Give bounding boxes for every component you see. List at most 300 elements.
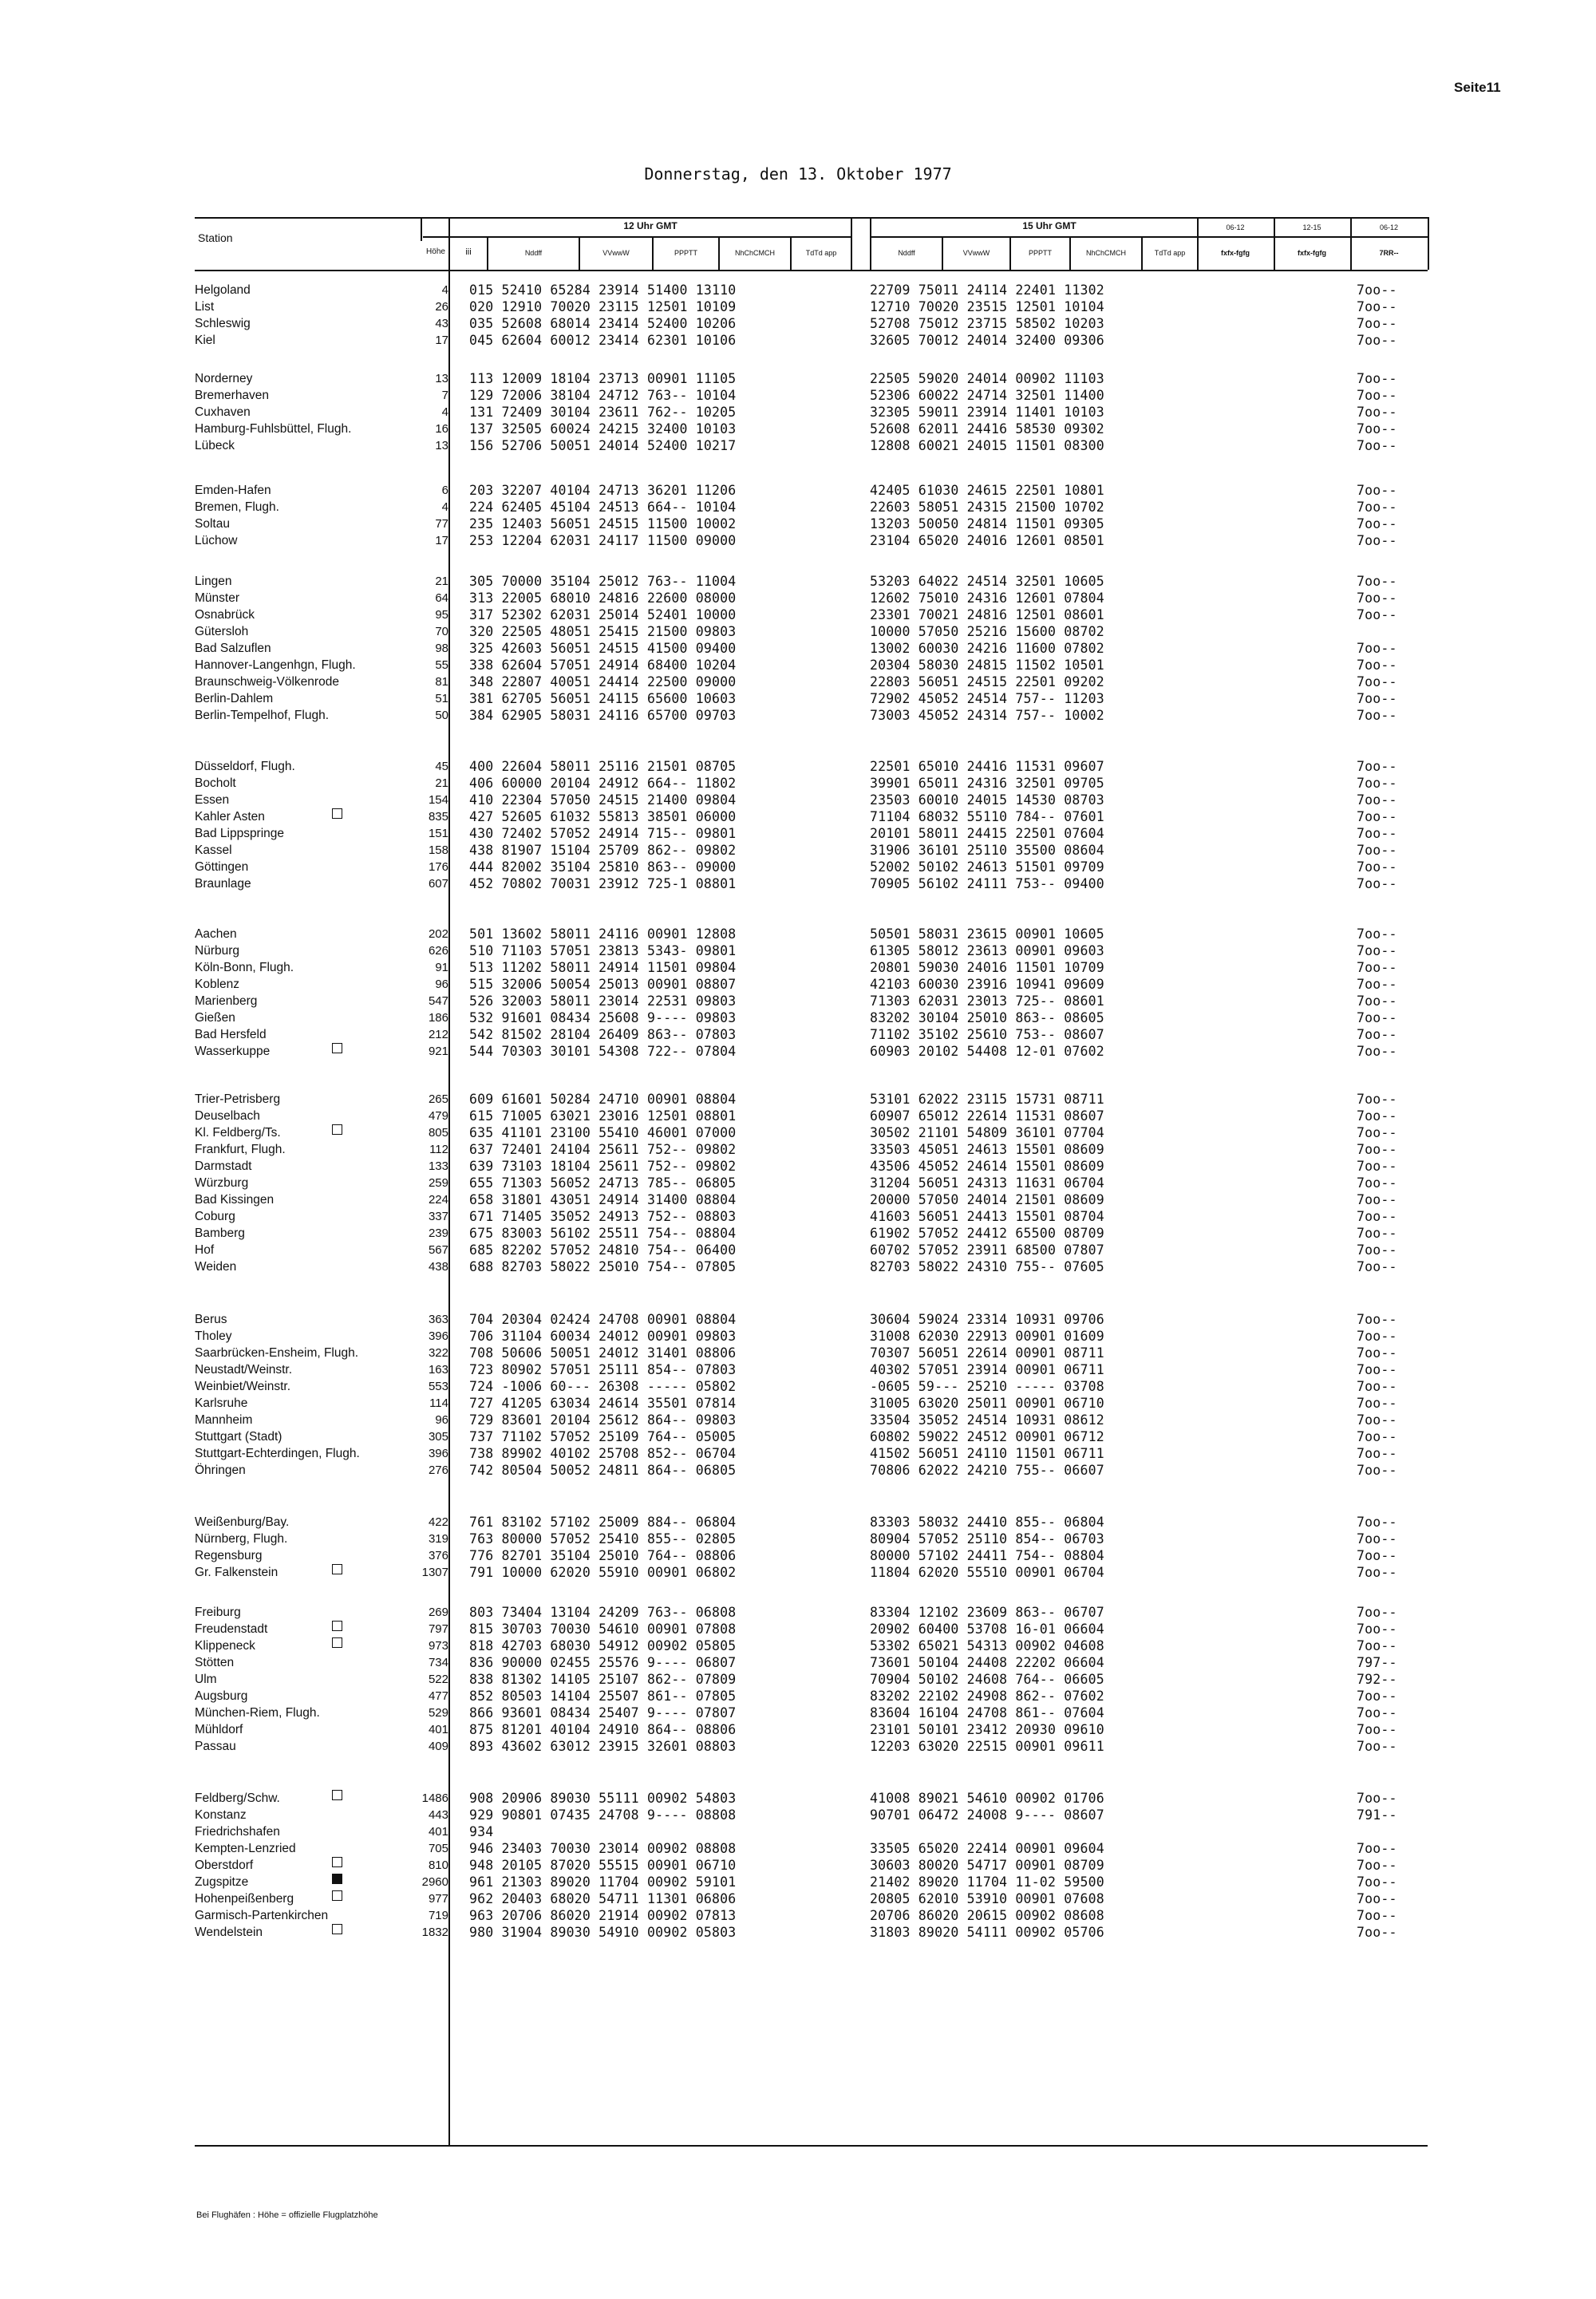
station-name: Bad Hersfeld (195, 1028, 267, 1041)
precip-code: 7oo-- (1357, 658, 1397, 673)
precip-code: 7oo-- (1357, 1531, 1397, 1546)
station-marker-box (332, 1564, 342, 1574)
precip-code: 7oo-- (1357, 1345, 1397, 1361)
station-name: Feldberg/Schw. (195, 1791, 280, 1805)
obs-12-gmt: 724 -1006 60--- 26308 ----- 05802 (469, 1379, 737, 1394)
station-height: 13 (435, 372, 448, 385)
station-name: Kl. Feldberg/Ts. (195, 1126, 281, 1140)
precip-code: 7oo-- (1357, 876, 1397, 891)
station-height: 337 (428, 1210, 448, 1223)
station-height: 114 (429, 1396, 448, 1410)
station-name: Berlin-Tempelhof, Flugh. (195, 709, 329, 722)
station-height: 6 (441, 484, 448, 497)
precip-code: 7oo-- (1357, 299, 1397, 314)
station-name: Wendelstein (195, 1926, 263, 1939)
station-name: Koblenz (195, 978, 240, 991)
obs-12-gmt: 137 32505 60024 24215 32400 10103 (469, 421, 737, 436)
precip-code: 7oo-- (1357, 843, 1397, 858)
table-row (0, 1924, 1596, 1941)
table-row (0, 1604, 1596, 1621)
table-row (0, 1328, 1596, 1345)
obs-12-gmt: 544 70303 30101 54308 722-- 07804 (469, 1044, 737, 1059)
station-height: 21 (435, 776, 448, 790)
precip-code: 7oo-- (1357, 1446, 1397, 1461)
station-height: 4 (441, 500, 448, 514)
col-12-tdtd: TdTd app (805, 249, 837, 257)
precip-code: 7oo-- (1357, 1226, 1397, 1241)
precip-code: 7oo-- (1357, 483, 1397, 498)
precip-code: 7oo-- (1357, 1791, 1397, 1806)
station-name: Münster (195, 591, 239, 605)
obs-12-gmt: 908 20906 89030 55111 00902 54803 (469, 1791, 737, 1806)
table-row (0, 590, 1596, 606)
obs-15-gmt: 12602 75010 24316 12601 07804 (870, 591, 1104, 606)
obs-12-gmt: 381 62705 56051 24115 65600 10603 (469, 691, 737, 706)
table-row (0, 1738, 1596, 1755)
station-height: 4 (441, 283, 448, 297)
obs-12-gmt: 948 20105 87020 55515 00901 06710 (469, 1858, 737, 1873)
station-height: 567 (428, 1243, 448, 1257)
obs-15-gmt: 73601 50104 24408 22202 06604 (870, 1655, 1104, 1670)
table-row (0, 1823, 1596, 1840)
precip-code: 7oo-- (1357, 316, 1397, 331)
obs-15-gmt: 52608 62011 24416 58530 09302 (870, 421, 1104, 436)
station-height: 176 (428, 860, 448, 874)
station-name: Nürnberg, Flugh. (195, 1532, 288, 1546)
station-name: Öhringen (195, 1464, 246, 1477)
table-row (0, 674, 1596, 690)
station-height: 276 (428, 1464, 448, 1477)
page-number: Seite11 (1454, 80, 1501, 95)
station-name: Regensburg (195, 1549, 263, 1562)
precip-code: 7oo-- (1357, 859, 1397, 875)
range-06-12-rr: 06-12 (1379, 223, 1399, 231)
obs-12-gmt: 776 82701 35104 25010 764-- 08806 (469, 1548, 737, 1563)
table-row (0, 1395, 1596, 1412)
station-group (0, 1604, 1596, 1755)
station-height: 363 (428, 1313, 448, 1326)
table-row (0, 842, 1596, 859)
station-height: 16 (435, 422, 448, 436)
obs-15-gmt: 40302 57051 23914 00901 06711 (870, 1362, 1104, 1377)
table-row (0, 1807, 1596, 1823)
obs-12-gmt: 836 90000 02455 25576 9---- 06807 (469, 1655, 737, 1670)
station-marker-box (332, 1043, 342, 1053)
precip-code: 7oo-- (1357, 1638, 1397, 1653)
station-height: 396 (428, 1447, 448, 1460)
col-12-vvwww: VVwwW (602, 249, 630, 257)
precip-code: 7oo-- (1357, 1175, 1397, 1191)
precip-code: 7oo-- (1357, 1515, 1397, 1530)
obs-15-gmt: 31008 62030 22913 00901 01609 (870, 1329, 1104, 1344)
range-06-12: 06-12 (1226, 223, 1245, 231)
obs-15-gmt: 50501 58031 23615 00901 10605 (870, 926, 1104, 942)
station-height: 1832 (421, 1926, 448, 1939)
station-name: Kahler Asten (195, 810, 265, 824)
v-line (1428, 217, 1429, 270)
obs-15-gmt: 23101 50101 23412 20930 09610 (870, 1722, 1104, 1737)
station-name: Freiburg (195, 1606, 241, 1619)
header-mid-line-ranges (1197, 236, 1428, 238)
station-height: 202 (428, 927, 448, 941)
obs-15-gmt: 20000 57050 24014 21501 08609 (870, 1192, 1104, 1207)
table-row (0, 825, 1596, 842)
obs-15-gmt: 41008 89021 54610 00902 01706 (870, 1791, 1104, 1806)
table-row (0, 1671, 1596, 1688)
obs-15-gmt: 61305 58012 23613 00901 09603 (870, 943, 1104, 958)
station-name: Nürburg (195, 944, 239, 958)
station-height: 553 (428, 1380, 448, 1393)
station-marker-box (332, 1790, 342, 1800)
obs-12-gmt: 675 83003 56102 25511 754-- 08804 (469, 1226, 737, 1241)
obs-12-gmt: 963 20706 86020 21914 00902 07813 (469, 1908, 737, 1923)
table-row (0, 859, 1596, 875)
obs-12-gmt: 526 32003 58011 23014 22531 09803 (469, 993, 737, 1009)
station-height: 259 (428, 1176, 448, 1190)
table-row (0, 808, 1596, 825)
station-height: 51 (435, 692, 448, 705)
station-height: 45 (435, 760, 448, 773)
table-row (0, 690, 1596, 707)
precip-code: 7oo-- (1357, 1010, 1397, 1025)
obs-15-gmt: 30604 59024 23314 10931 09706 (870, 1312, 1104, 1327)
station-height: 17 (435, 334, 448, 347)
obs-12-gmt: 452 70802 70031 23912 725-1 08801 (469, 876, 737, 891)
station-height: 477 (428, 1689, 448, 1703)
station-name: Oberstdorf (195, 1859, 254, 1872)
station-height: 810 (428, 1859, 448, 1872)
v-line (421, 217, 422, 241)
station-name: Schleswig (195, 317, 251, 330)
station-name: Mühldorf (195, 1723, 243, 1736)
obs-12-gmt: 615 71005 63021 23016 12501 08801 (469, 1108, 737, 1124)
table-row (0, 573, 1596, 590)
station-name: Ulm (195, 1673, 217, 1686)
station-name: Lingen (195, 575, 232, 588)
obs-15-gmt: 12808 60021 24015 11501 08300 (870, 438, 1104, 453)
table-row (0, 1857, 1596, 1874)
obs-15-gmt: 33504 35052 24514 10931 08612 (870, 1412, 1104, 1428)
obs-15-gmt: 33503 45051 24613 15501 08609 (870, 1142, 1104, 1157)
station-name: Hannover-Langenhgn, Flugh. (195, 658, 356, 672)
station-height: 26 (435, 300, 448, 314)
obs-12-gmt: 515 32006 50054 25013 00901 08807 (469, 977, 737, 992)
station-name: Hohenpeißenberg (195, 1892, 294, 1906)
station-name: Garmisch-Partenkirchen (195, 1909, 329, 1922)
table-row (0, 1158, 1596, 1175)
table-row (0, 1688, 1596, 1704)
precip-code: 7oo-- (1357, 1396, 1397, 1411)
obs-15-gmt: 83202 22102 24908 862-- 07602 (870, 1689, 1104, 1704)
precip-code: 7oo-- (1357, 1379, 1397, 1394)
obs-15-gmt: 71104 68032 55110 784-- 07601 (870, 809, 1104, 824)
obs-15-gmt: 20805 62010 53910 00901 07608 (870, 1891, 1104, 1906)
station-height: 98 (435, 642, 448, 655)
obs-15-gmt: 21402 89020 11704 11-02 59500 (870, 1874, 1104, 1890)
station-height: 1307 (421, 1566, 448, 1579)
station-height: 1486 (421, 1791, 448, 1805)
obs-15-gmt: 31906 36101 25110 35500 08604 (870, 843, 1104, 858)
station-marker-box (332, 1890, 342, 1901)
precip-code: 7oo-- (1357, 1429, 1397, 1444)
station-name: Marienberg (195, 994, 258, 1008)
obs-12-gmt: 113 12009 18104 23713 00901 11105 (469, 371, 737, 386)
station-group (0, 370, 1596, 454)
table-row (0, 1124, 1596, 1141)
precip-code: 7oo-- (1357, 1108, 1397, 1124)
precip-code: 7oo-- (1357, 388, 1397, 403)
station-name: Bad Kissingen (195, 1193, 275, 1207)
station-name: Köln-Bonn, Flugh. (195, 961, 294, 974)
station-height: 96 (435, 978, 448, 991)
station-name: Frankfurt, Flugh. (195, 1143, 286, 1156)
obs-12-gmt: 875 81201 40104 24910 864-- 08806 (469, 1722, 737, 1737)
obs-12-gmt: 688 82703 58022 25010 754-- 07805 (469, 1259, 737, 1274)
obs-15-gmt: 70905 56102 24111 753-- 09400 (870, 876, 1104, 891)
obs-15-gmt: 60802 59022 24512 00901 06712 (870, 1429, 1104, 1444)
obs-12-gmt: 035 52608 68014 23414 52400 10206 (469, 316, 737, 331)
station-name: Gießen (195, 1011, 235, 1025)
station-name: Göttingen (195, 860, 249, 874)
station-height: 409 (428, 1740, 448, 1753)
station-height: 805 (428, 1126, 448, 1140)
station-height: 265 (428, 1092, 448, 1106)
obs-12-gmt: 427 52605 61032 55813 38501 06000 (469, 809, 737, 824)
obs-15-gmt: 52002 50102 24613 51501 09709 (870, 859, 1104, 875)
table-row (0, 1721, 1596, 1738)
col-12-clouds: NhChCMCH (734, 249, 775, 257)
gust-2: fxfx-fgfg (1298, 249, 1326, 257)
obs-15-gmt: 22603 58051 24315 21500 10702 (870, 500, 1104, 515)
table-row (0, 1547, 1596, 1564)
table-row (0, 404, 1596, 421)
obs-15-gmt: 22505 59020 24014 00902 11103 (870, 371, 1104, 386)
station-name: Darmstadt (195, 1159, 252, 1173)
obs-12-gmt: 317 52302 62031 25014 52401 10000 (469, 607, 737, 622)
station-name: Aachen (195, 927, 237, 941)
station-height: 13 (435, 439, 448, 452)
obs-12-gmt: 430 72402 57052 24914 715-- 09801 (469, 826, 737, 841)
station-height: 70 (435, 625, 448, 638)
station-group (0, 1311, 1596, 1479)
obs-15-gmt: 12710 70020 23515 12501 10104 (870, 299, 1104, 314)
station-height: 77 (435, 517, 448, 531)
station-height: 158 (428, 843, 448, 857)
station-name: Kiel (195, 334, 215, 347)
precip-code: 7oo-- (1357, 691, 1397, 706)
obs-12-gmt: 313 22005 68010 24816 22600 08000 (469, 591, 737, 606)
station-name: Würzburg (195, 1176, 249, 1190)
table-row (0, 775, 1596, 792)
station-name: Stuttgart (Stadt) (195, 1430, 282, 1444)
obs-12-gmt: 444 82002 35104 25810 863-- 09000 (469, 859, 737, 875)
table-row (0, 315, 1596, 332)
table-row (0, 1564, 1596, 1581)
station-height: 154 (428, 793, 448, 807)
station-height: 529 (428, 1706, 448, 1720)
obs-15-gmt: 23104 65020 24016 12601 08501 (870, 533, 1104, 548)
col-15-nddff: Nddff (898, 249, 915, 257)
station-name: Cuxhaven (195, 405, 251, 419)
station-height: 212 (428, 1028, 448, 1041)
obs-12-gmt: 639 73103 18104 25611 752-- 09802 (469, 1159, 737, 1174)
precip-code: 7oo-- (1357, 674, 1397, 689)
station-height: 705 (428, 1842, 448, 1855)
obs-12-gmt: 015 52410 65284 23914 51400 13110 (469, 282, 737, 298)
table-row (0, 1704, 1596, 1721)
obs-12-gmt: 685 82202 57052 24810 754-- 06400 (469, 1242, 737, 1258)
date-line: Donnerstag, den 13. Oktober 1977 (644, 164, 952, 184)
station-height: 376 (428, 1549, 448, 1562)
precip-code: 7oo-- (1357, 333, 1397, 348)
station-height: 96 (435, 1413, 448, 1427)
table-row (0, 640, 1596, 657)
precip-code: 7oo-- (1357, 1209, 1397, 1224)
obs-12-gmt: 671 71405 35052 24913 752-- 08803 (469, 1209, 737, 1224)
header-hoehe: Höhe (426, 247, 445, 256)
station-height: 21 (435, 575, 448, 588)
station-name: Tholey (195, 1329, 232, 1343)
obs-12-gmt: 348 22807 40051 24414 22500 09000 (469, 674, 737, 689)
col-15-ppptt: PPPTT (1028, 249, 1052, 257)
table-row (0, 657, 1596, 674)
precip-code: 792-- (1357, 1672, 1397, 1687)
station-height: 422 (428, 1515, 448, 1529)
precip-code: 7oo-- (1357, 1463, 1397, 1478)
precip-code: 7oo-- (1357, 371, 1397, 386)
table-row (0, 606, 1596, 623)
station-height: 81 (435, 675, 448, 689)
obs-15-gmt: 20902 60400 53708 16-01 06604 (870, 1622, 1104, 1637)
col-15-vvwww: VVwwW (962, 249, 990, 257)
station-height: 64 (435, 591, 448, 605)
table-row (0, 1874, 1596, 1890)
header-station: Station (198, 231, 233, 244)
obs-12-gmt: 706 31104 60034 24012 00901 09803 (469, 1329, 737, 1344)
obs-12-gmt: 962 20403 68020 54711 11301 06806 (469, 1891, 737, 1906)
precip-code: 7oo-- (1357, 960, 1397, 975)
station-marker-box (332, 1924, 342, 1934)
station-height: 522 (428, 1673, 448, 1686)
station-height: 112 (429, 1143, 448, 1156)
obs-15-gmt: 32605 70012 24014 32400 09306 (870, 333, 1104, 348)
obs-12-gmt: 406 60000 20104 24912 664-- 11802 (469, 776, 737, 791)
station-height: 921 (428, 1045, 448, 1058)
station-group (0, 926, 1596, 1060)
station-name: Bad Salzuflen (195, 642, 271, 655)
precip-code: 791-- (1357, 1807, 1397, 1823)
obs-15-gmt: 23301 70021 24816 12501 08601 (870, 607, 1104, 622)
obs-12-gmt: 704 20304 02424 24708 00901 08804 (469, 1312, 737, 1327)
obs-15-gmt: 53302 65021 54313 00902 04608 (870, 1638, 1104, 1653)
obs-12-gmt: 384 62905 58031 24116 65700 09703 (469, 708, 737, 723)
table-row (0, 1009, 1596, 1026)
station-name: Friedrichshafen (195, 1825, 280, 1839)
precip-code: 7oo-- (1357, 1312, 1397, 1327)
obs-12-gmt: 224 62405 45104 24513 664-- 10104 (469, 500, 737, 515)
obs-12-gmt: 961 21303 89020 11704 00902 59101 (469, 1874, 737, 1890)
table-row (0, 959, 1596, 976)
obs-12-gmt: 815 30703 70030 54610 00901 07808 (469, 1622, 737, 1637)
obs-15-gmt: 12203 63020 22515 00901 09611 (870, 1739, 1104, 1754)
precip-code: 7oo-- (1357, 1874, 1397, 1890)
obs-15-gmt: 80000 57102 24411 754-- 08804 (870, 1548, 1104, 1563)
obs-15-gmt: 80904 57052 25110 854-- 06703 (870, 1531, 1104, 1546)
obs-12-gmt: 020 12910 70020 23115 12501 10109 (469, 299, 737, 314)
obs-12-gmt: 929 90801 07435 24708 9---- 08808 (469, 1807, 737, 1823)
obs-15-gmt: 83604 16104 24708 861-- 07604 (870, 1705, 1104, 1720)
obs-12-gmt: 655 71303 56052 24713 785-- 06805 (469, 1175, 737, 1191)
station-name: Soltau (195, 517, 230, 531)
station-name: Norderney (195, 372, 253, 385)
station-height: 91 (435, 961, 448, 974)
header-bottom-line (195, 270, 1428, 271)
precip-code: 7oo-- (1357, 641, 1397, 656)
precip-code: 7oo-- (1357, 516, 1397, 531)
precip-code: 7oo-- (1357, 759, 1397, 774)
obs-15-gmt: 41502 56051 24110 11501 06711 (870, 1446, 1104, 1461)
station-height: 305 (428, 1430, 448, 1444)
obs-12-gmt: 761 83102 57102 25009 884-- 06804 (469, 1515, 737, 1530)
station-name: Weißenburg/Bay. (195, 1515, 290, 1529)
table-row (0, 421, 1596, 437)
obs-12-gmt: 635 41101 23100 55410 46001 07000 (469, 1125, 737, 1140)
obs-12-gmt: 791 10000 62020 55910 00901 06802 (469, 1565, 737, 1580)
station-name: Berlin-Dahlem (195, 692, 274, 705)
obs-15-gmt: 61902 57052 24412 65500 08709 (870, 1226, 1104, 1241)
table-row (0, 1108, 1596, 1124)
obs-12-gmt: 803 73404 13104 24209 763-- 06808 (469, 1605, 737, 1620)
station-height: 50 (435, 709, 448, 722)
obs-15-gmt: 23503 60010 24015 14530 08703 (870, 792, 1104, 808)
obs-12-gmt: 729 83601 20104 25612 864-- 09803 (469, 1412, 737, 1428)
obs-15-gmt: 39901 65011 24316 32501 09705 (870, 776, 1104, 791)
precip-code: 7oo-- (1357, 607, 1397, 622)
station-height: 7 (441, 389, 448, 402)
station-height: 2960 (421, 1875, 448, 1889)
obs-15-gmt: 42405 61030 24615 22501 10801 (870, 483, 1104, 498)
table-row (0, 875, 1596, 892)
station-name: Düsseldorf, Flugh. (195, 760, 295, 773)
station-group (0, 573, 1596, 724)
station-name: Helgoland (195, 283, 251, 297)
obs-15-gmt: 82703 58022 24310 755-- 07605 (870, 1259, 1104, 1274)
table-row (0, 758, 1596, 775)
precip-code: 7oo-- (1357, 1891, 1397, 1906)
obs-15-gmt: 71102 35102 25610 753-- 08607 (870, 1027, 1104, 1042)
station-name: Wasserkuppe (195, 1045, 271, 1058)
obs-15-gmt: 31204 56051 24313 11631 06704 (870, 1175, 1104, 1191)
station-name: Saarbrücken-Ensheim, Flugh. (195, 1346, 359, 1360)
table-row (0, 1412, 1596, 1428)
precip-code: 7oo-- (1357, 1925, 1397, 1940)
precip-code: 7oo-- (1357, 1565, 1397, 1580)
obs-15-gmt: 53101 62022 23115 15731 08711 (870, 1092, 1104, 1107)
precip-code: 7oo-- (1357, 993, 1397, 1009)
table-row (0, 298, 1596, 315)
table-row (0, 1637, 1596, 1654)
station-height: 55 (435, 658, 448, 672)
station-name: Hamburg-Fuhlsbüttel, Flugh. (195, 422, 352, 436)
obs-12-gmt: 866 93601 08434 25407 9---- 07807 (469, 1705, 737, 1720)
rr-code: 7RR-- (1379, 249, 1399, 257)
obs-12-gmt: 203 32207 40104 24713 36201 11206 (469, 483, 737, 498)
obs-15-gmt: 22501 65010 24416 11531 09607 (870, 759, 1104, 774)
station-name: Mannheim (195, 1413, 253, 1427)
station-height: 835 (428, 810, 448, 824)
station-marker-box (332, 1857, 342, 1867)
station-height: 401 (428, 1723, 448, 1736)
